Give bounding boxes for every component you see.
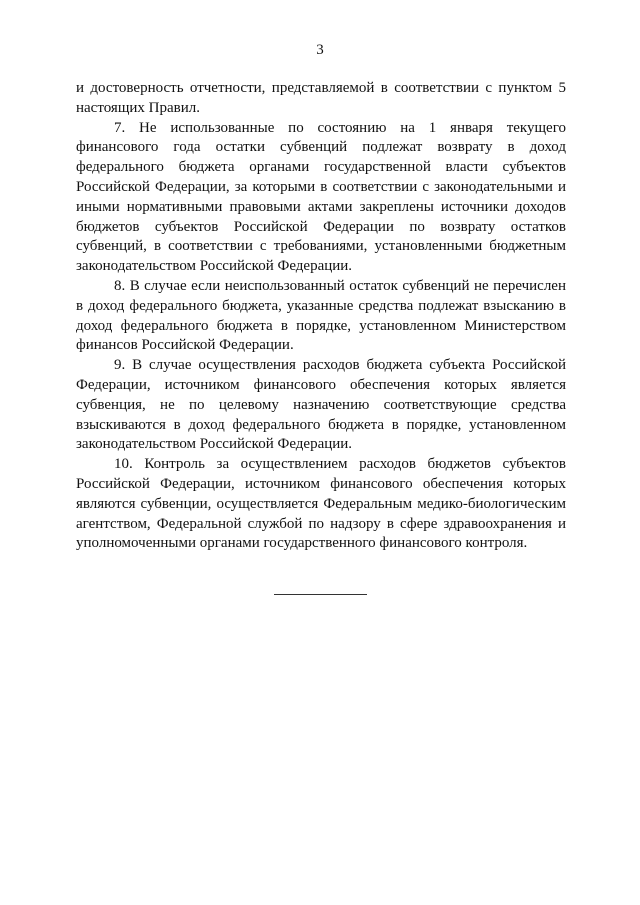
- paragraph-item-9: 9. В случае осуществления расходов бюджета субъекта Российской Федерации, источником финансового обеспечения которых является субвенция, не по целевому назначению соответствующие средства взыскиваются в доход федерального бюджета в порядке, установленном законодательством Российской Федерации.: [76, 357, 566, 453]
- paragraph-continuation: и достоверность отчетности, представляемой в соответствии с пунктом 5 настоящих Правил.: [76, 80, 566, 116]
- document-body: [76, 79, 566, 554]
- end-of-document-rule: [274, 594, 367, 595]
- paragraph-item-7: 7. Не использованные по состоянию на 1 января текущего финансового года остатки субвенций подлежат возврату в доход федерального бюджета органами государственной власти субъектов Российской Федерации, за которыми в соответствии с законодательными и иными нормативными правовыми актами закреплены источники доходов бюджетов субъектов Российской Федерации по возврату остатков субвенций, в соответствии с требованиями, установленными бюджетным законодательством Российской Федерации.: [76, 119, 566, 275]
- paragraph-item-8: 8. В случае если неиспользованный остаток субвенций не перечислен в доход федерального бюджета, указанные средства подлежат взысканию в доход федерального бюджета в порядке, установленном Министерством финансов Российской Федерации.: [76, 277, 566, 354]
- page-number: 3: [316, 42, 324, 58]
- paragraph-item-10: 10. Контроль за осуществлением расходов бюджетов субъектов Российской Федерации, источником финансового обеспечения которых являются субвенции, осуществляется Федеральным медико-биологическим агентством, Федеральной службой по надзору в сфере здравоохранения и уполномоченными органами государственного финансового контроля.: [76, 456, 566, 552]
